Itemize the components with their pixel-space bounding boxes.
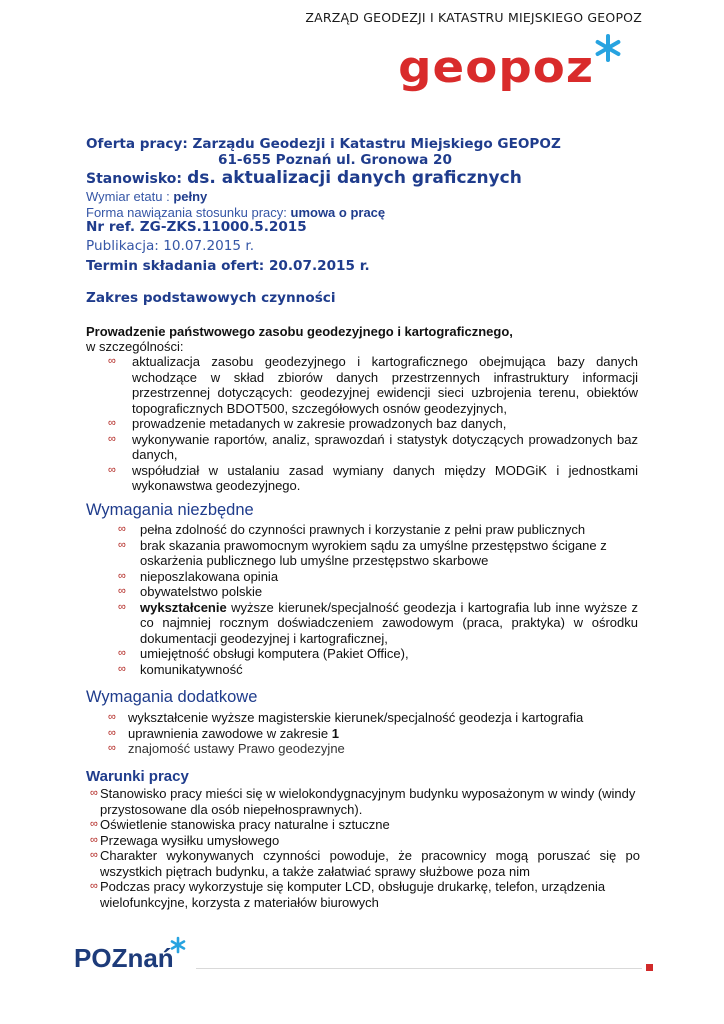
reference-number: Nr ref. ZG-ZKS.11000.5.2015 xyxy=(86,219,307,235)
contract-label: Forma nawiązania stosunku pracy: xyxy=(86,205,287,220)
conditions-list xyxy=(90,786,640,910)
position-label: Stanowisko: xyxy=(86,171,183,187)
conditions-heading: Warunki pracy xyxy=(86,768,189,785)
infinity-bullet-icon: ∞ xyxy=(90,787,98,799)
infinity-bullet-icon: ∞ xyxy=(108,726,116,739)
infinity-bullet-icon: ∞ xyxy=(118,585,126,597)
additional-heading: Wymagania dodatkowe xyxy=(86,688,258,706)
infinity-bullet-icon: ∞ xyxy=(118,523,126,535)
list-item: ∞ prowadzenie metadanych w zakresie prowadzonych baz danych, xyxy=(108,416,507,431)
position-line xyxy=(86,168,522,188)
list-item: ∞ Podczas pracy wykorzystuje się komputer LCD, obsługuje drukarkę, telefon, urządzenia wielofunkcyjne, korzysta z materiałów biurowych xyxy=(90,879,606,910)
list-item: ∞ znajomość ustawy Prawo geodezyjne xyxy=(108,741,345,756)
list-item: ∞ komunikatywność xyxy=(118,661,243,677)
list-item: ∞ nieposzlakowana opinia xyxy=(118,568,279,584)
scope-heading: Zakres podstawowych czynności xyxy=(86,290,336,306)
list-item: ∞ obywatelstwo polskie xyxy=(118,584,263,599)
poznan-logo xyxy=(74,936,194,977)
position-value: ds. aktualizacji danych graficznych xyxy=(187,168,522,188)
publication-date: Publikacja: 10.07.2015 r. xyxy=(86,238,255,254)
infinity-bullet-icon: ∞ xyxy=(90,849,98,861)
offer-title-line1: Oferta pracy: Zarządu Geodezji i Katastru Miejskiego GEOPOZ xyxy=(86,136,561,152)
additional-list xyxy=(108,710,638,757)
infinity-bullet-icon: ∞ xyxy=(108,417,116,429)
list-item xyxy=(118,600,638,647)
scope-list xyxy=(108,354,638,494)
footer-accent-square xyxy=(646,964,653,971)
infinity-bullet-icon: ∞ xyxy=(108,711,116,723)
infinity-bullet-icon: ∞ xyxy=(118,662,126,675)
poznan-logo-text: POZnań xyxy=(74,943,174,972)
application-deadline: Termin składania ofert: 20.07.2015 r. xyxy=(86,258,370,274)
list-item: ∞ aktualizacja zasobu geodezyjnego i kartograficznego obejmująca bazy danych wchodzące w skład zbiorów danych przestrzennych infrastruktury informacji przestrzennej dotyczących: geodezyjnej ewidencji sieci uzbrojenia terenu, obiektów topograficznych BDOT500, szczegółowych osnów geodezyjnych, xyxy=(108,354,638,416)
worktime-label: Wymiar etatu : xyxy=(86,189,170,204)
list-item: ∞ brak skazania prawomocnym wyrokiem sądu za umyślne przestępstwo ścigane z oskarżenia publicznego lub umyślne przestępstwo skarbowe xyxy=(118,537,607,568)
infinity-bullet-icon: ∞ xyxy=(108,742,116,754)
list-item: ∞ Oświetlenie stanowiska pracy naturalne i sztuczne xyxy=(90,817,390,832)
required-heading: Wymagania niezbędne xyxy=(86,501,254,519)
infinity-bullet-icon: ∞ xyxy=(118,600,126,613)
scope-lead-rest: w szczególności: xyxy=(86,339,184,354)
infinity-bullet-icon: ∞ xyxy=(118,647,126,659)
asterisk-icon xyxy=(598,36,619,60)
list-item: ∞ pełna zdolność do czynności prawnych i korzystanie z pełni praw publicznych xyxy=(118,522,586,537)
infinity-bullet-icon: ∞ xyxy=(108,463,116,476)
education-text: wyższe kierunek/specjalność geodezja i kartografia lub inne wyższe z co najmniej rocznym doświadczeniem zawodowym (praca, praktyka) w ośrodku dokumentacji geodezyjnej i kartograficznej, xyxy=(140,599,638,646)
infinity-bullet-icon: ∞ xyxy=(90,818,98,830)
infinity-bullet-icon: ∞ xyxy=(90,833,98,846)
contract-line xyxy=(86,205,385,220)
list-item: ∞ wykształcenie wyższe magisterskie kierunek/specjalność geodezja i kartografia xyxy=(108,710,584,725)
education-keyword: wykształcenie xyxy=(140,599,227,615)
organization-name: ZARZĄD GEODEZJI I KATASTRU MIEJSKIEGO GEOPOZ xyxy=(305,10,642,25)
required-list xyxy=(118,522,638,677)
list-item: ∞ współudział w ustalaniu zasad wymiany danych między MODGiK i jednostkami wykonawstwa geodezyjnego. xyxy=(108,462,638,493)
list-item: ∞ Przewaga wysiłku umysłowego xyxy=(90,832,280,848)
contract-value: umowa o pracę xyxy=(290,205,386,220)
list-item: ∞ umiejętność obsługi komputera (Pakiet Office), xyxy=(118,646,409,661)
list-item: ∞ wykonywanie raportów, analiz, sprawozdań i statystyk dotyczących prowadzonych baz danych, xyxy=(108,431,638,462)
list-item: ∞ Stanowisko pracy mieści się w wielokondygnacyjnym budynku wyposażonym w windy (windy przystosowane dla osób niepełnosprawnych). xyxy=(90,786,636,817)
list-item: ∞ Charakter wykonywanych czynności powoduje, że pracownicy mogą poruszać się po wszystkich piętrach budynku, a także załatwiać sprawy służbowe poza nim xyxy=(90,848,640,879)
asterisk-icon xyxy=(172,938,184,952)
worktime-line xyxy=(86,189,207,204)
infinity-bullet-icon: ∞ xyxy=(118,569,126,582)
scope-lead: Prowadzenie państwowego zasobu geodezyjnego i kartograficznego, xyxy=(86,324,513,339)
geopoz-logo xyxy=(396,30,636,94)
worktime-value: pełny xyxy=(173,189,208,204)
offer-address: 61-655 Poznań ul. Gronowa 20 xyxy=(218,152,452,168)
list-item: ∞ uprawnienia zawodowe w zakresie 1 xyxy=(108,725,340,741)
footer-divider xyxy=(196,968,642,969)
infinity-bullet-icon: ∞ xyxy=(90,880,98,892)
infinity-bullet-icon: ∞ xyxy=(108,355,116,367)
infinity-bullet-icon: ∞ xyxy=(118,538,126,551)
geopoz-logo-text: geopoz xyxy=(398,41,595,93)
infinity-bullet-icon: ∞ xyxy=(108,432,116,445)
